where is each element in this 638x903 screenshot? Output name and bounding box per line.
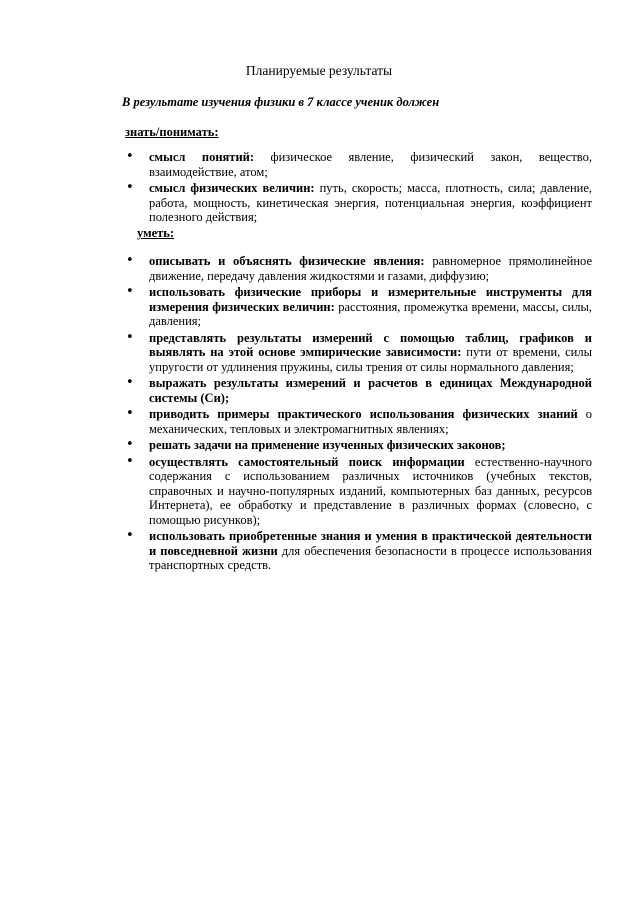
can-heading: уметь: xyxy=(137,226,175,240)
item-text: путь, скорость; масса, плотность, сила; давление, работа, мощность, кинетическая энергия, потенциальная энергия, коэффициент полезного действия; xyxy=(149,181,593,224)
item-bold: смысл понятий: xyxy=(149,150,255,164)
item-bold: использовать приобретенные знания и умения в практической деятельности и повседневной жизни xyxy=(149,529,592,558)
can-item-4 xyxy=(122,376,592,405)
item-bold: осуществлять самостоятельный поиск информации xyxy=(149,454,465,469)
item-text: естественно-научного содержания с использованием различных источников (учебных текстов, справочных и научно-популярных изданий, компьютерных баз данных, ресурсов Интернета), ее обработку и представление в различных формах (словесно, с помощью рисунков); xyxy=(149,454,592,527)
item-text: о механических, тепловых и электромагнитных явлениях; xyxy=(149,407,592,436)
intro-text: В результате изучения физики в 7 классе ученик должен xyxy=(122,95,440,109)
can-item-1 xyxy=(122,254,592,283)
item-bold: представлять результаты измерений с помощью таблиц, графиков и выявлять на этой основе эмпирические зависимости: xyxy=(149,330,592,359)
can-item-6 xyxy=(122,438,592,453)
can-item-3 xyxy=(122,331,592,375)
item-text: равномерное прямолинейное движение, передачу давления жидкостями и газами, диффузию; xyxy=(149,254,592,283)
can-item-7 xyxy=(122,455,592,528)
item-text: физическое явление, физический закон, вещество, взаимодействие, атом; xyxy=(149,150,592,179)
know-heading: знать/понимать: xyxy=(125,125,219,139)
item-bold: описывать и объяснять физические явления: xyxy=(149,254,425,268)
know-list xyxy=(122,150,592,225)
can-item-5 xyxy=(122,407,592,436)
page-title: Планируемые результаты xyxy=(245,63,393,78)
item-bold: выражать результаты измерений и расчетов в единицах Международной системы (Си); xyxy=(149,376,592,405)
can-list xyxy=(122,254,592,573)
can-item-2 xyxy=(122,285,592,329)
item-text: пути от времени, силы упругости от удлинения пружины, силы трения от силы нормального давления; xyxy=(149,345,592,374)
item-bold: решать задачи на применение изученных физических законов; xyxy=(149,438,506,452)
item-text: для обеспечения безопасности в процессе использования транспортных средств. xyxy=(149,543,592,572)
item-bold: приводить примеры практического использования физических знаний xyxy=(149,407,578,421)
item-text: расстояния, промежутка времени, массы, силы, давления; xyxy=(149,299,592,328)
item-bold: смысл физических величин: xyxy=(149,181,315,195)
know-item-1 xyxy=(122,150,592,179)
item-bold: использовать физические приборы и измерительные инструменты для измерения физических величин: xyxy=(149,285,592,314)
know-item-2 xyxy=(122,181,592,225)
can-item-8 xyxy=(122,529,592,573)
